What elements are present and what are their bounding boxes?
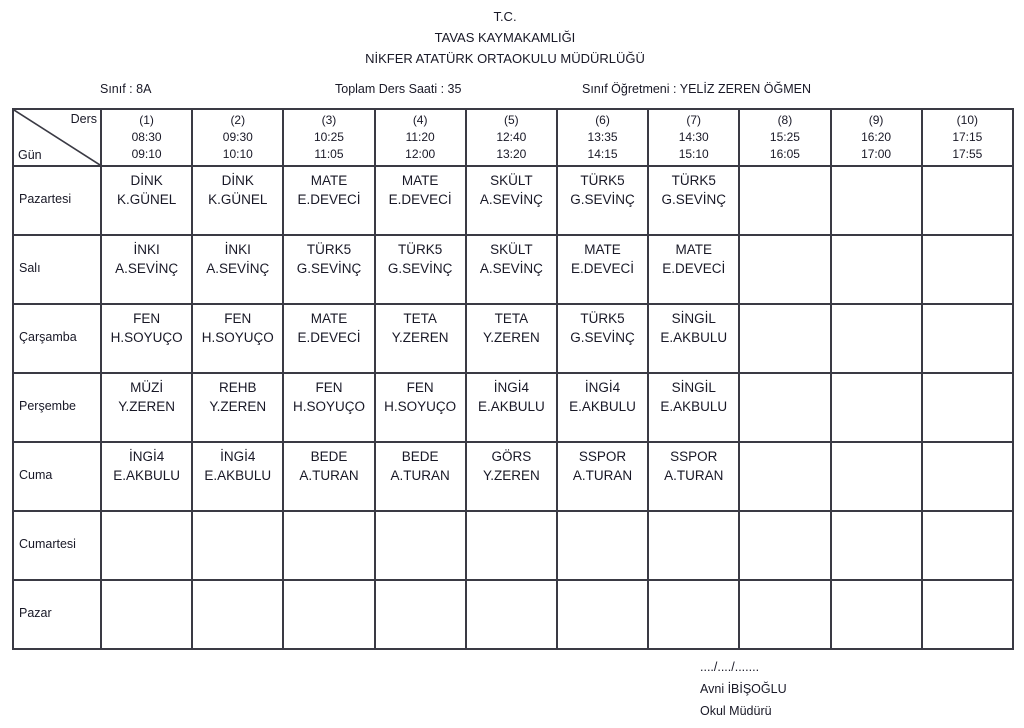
lesson-cell bbox=[831, 442, 922, 511]
lesson-cell bbox=[283, 373, 374, 442]
lesson-subject: İNKI bbox=[133, 242, 160, 257]
lesson-subject: SSPOR bbox=[578, 449, 627, 464]
period-header-7 bbox=[648, 109, 739, 166]
lesson-cell bbox=[375, 304, 466, 373]
lesson-cell bbox=[557, 235, 648, 304]
lesson-teacher: Y.ZEREN bbox=[209, 399, 267, 414]
period-time: 17:00 bbox=[861, 147, 892, 161]
lesson-subject: TÜRK5 bbox=[580, 173, 625, 188]
signature-block bbox=[700, 656, 787, 722]
period-time: 12:00 bbox=[405, 147, 436, 161]
lesson-teacher: A.TURAN bbox=[299, 468, 359, 483]
lesson-cell bbox=[375, 580, 466, 649]
class-info: Sınıf : 8A bbox=[100, 82, 152, 96]
lesson-cell bbox=[739, 166, 830, 235]
lesson-cell bbox=[466, 235, 557, 304]
lesson-teacher: E.DEVECİ bbox=[388, 192, 452, 207]
lesson-cell bbox=[739, 235, 830, 304]
lesson-cell bbox=[101, 442, 192, 511]
day-label: Perşembe bbox=[13, 373, 101, 442]
lesson-cell bbox=[648, 304, 739, 373]
lesson-teacher: A.SEVİNÇ bbox=[206, 261, 270, 276]
header-line-tc: T.C. bbox=[493, 9, 517, 24]
lesson-cell bbox=[922, 373, 1013, 442]
total-hours-info: Toplam Ders Saati : 35 bbox=[335, 82, 462, 96]
lesson-cell bbox=[101, 304, 192, 373]
period-time: 12:40 bbox=[496, 130, 527, 144]
lesson-cell bbox=[192, 304, 283, 373]
lesson-teacher: A.TURAN bbox=[572, 468, 633, 483]
lesson-subject: MATE bbox=[584, 242, 621, 257]
lesson-teacher: H.SOYUÇO bbox=[292, 399, 365, 414]
day-row bbox=[13, 304, 1013, 373]
lesson-cell bbox=[375, 166, 466, 235]
period-number: (3) bbox=[321, 113, 337, 127]
period-number: (5) bbox=[504, 113, 519, 127]
lesson-cell bbox=[739, 304, 830, 373]
signature-name: Avni İBİŞOĞLU bbox=[700, 682, 787, 696]
lesson-teacher: K.GÜNEL bbox=[208, 192, 268, 207]
lesson-subject: FEN bbox=[315, 380, 343, 395]
lesson-cell bbox=[466, 580, 557, 649]
lesson-teacher: A.SEVİNÇ bbox=[115, 261, 179, 276]
period-header-1 bbox=[101, 109, 192, 166]
lesson-subject: FEN bbox=[133, 311, 161, 326]
lesson-subject: SKÜLT bbox=[490, 242, 533, 257]
lesson-teacher: G.SEVİNÇ bbox=[570, 330, 635, 345]
info-row bbox=[0, 82, 1024, 106]
day-label: Pazar bbox=[13, 580, 101, 649]
period-header-3 bbox=[283, 109, 374, 166]
lesson-cell bbox=[192, 580, 283, 649]
period-number: (6) bbox=[595, 113, 610, 127]
lesson-cell bbox=[831, 373, 922, 442]
lesson-cell bbox=[557, 442, 648, 511]
lesson-subject: GÖRS bbox=[491, 449, 532, 464]
lesson-teacher: E.AKBULU bbox=[113, 468, 180, 483]
lesson-subject: TÜRK5 bbox=[580, 311, 625, 326]
day-row bbox=[13, 511, 1013, 580]
lesson-subject: MATE bbox=[675, 242, 712, 257]
lesson-teacher: E.DEVECİ bbox=[571, 261, 635, 276]
day-row bbox=[13, 166, 1013, 235]
lesson-cell bbox=[283, 166, 374, 235]
lesson-cell bbox=[739, 442, 830, 511]
lesson-teacher: G.SEVİNÇ bbox=[387, 261, 453, 276]
period-header-2 bbox=[192, 109, 283, 166]
period-header-6 bbox=[557, 109, 648, 166]
lesson-subject: DİNK bbox=[221, 173, 254, 188]
lesson-subject: DİNK bbox=[130, 173, 163, 188]
lesson-subject: İNKI bbox=[224, 242, 251, 257]
timetable-grid bbox=[12, 108, 1014, 650]
lesson-cell bbox=[557, 511, 648, 580]
lesson-cell bbox=[283, 442, 374, 511]
lesson-subject: İNGİ4 bbox=[584, 380, 621, 395]
lesson-teacher: A.TURAN bbox=[390, 468, 450, 483]
lesson-cell bbox=[922, 511, 1013, 580]
lesson-teacher: E.DEVECİ bbox=[297, 192, 361, 207]
lesson-cell bbox=[557, 580, 648, 649]
period-time: 17:55 bbox=[952, 147, 983, 161]
signature-date-line: ..../..../....... bbox=[700, 660, 760, 674]
period-header-8 bbox=[739, 109, 830, 166]
lesson-cell bbox=[192, 373, 283, 442]
lesson-cell bbox=[101, 511, 192, 580]
lesson-subject: SİNGİL bbox=[671, 380, 716, 395]
lesson-subject: İNGİ4 bbox=[220, 449, 256, 464]
lesson-teacher: E.DEVECİ bbox=[662, 261, 726, 276]
lesson-cell bbox=[375, 511, 466, 580]
lesson-cell bbox=[192, 511, 283, 580]
period-number: (2) bbox=[230, 113, 246, 127]
period-time: 15:25 bbox=[769, 130, 800, 144]
period-header-5 bbox=[466, 109, 557, 166]
period-number: (10) bbox=[956, 113, 979, 127]
period-time: 14:15 bbox=[587, 147, 618, 161]
lesson-subject: FEN bbox=[224, 311, 252, 326]
lesson-cell bbox=[922, 166, 1013, 235]
corner-label-gun: Gün bbox=[18, 148, 42, 162]
lesson-teacher: Y.ZEREN bbox=[482, 468, 540, 483]
period-header-9 bbox=[831, 109, 922, 166]
document-header bbox=[0, 6, 1010, 69]
lesson-teacher: Y.ZEREN bbox=[482, 330, 540, 345]
day-label: Çarşamba bbox=[13, 304, 101, 373]
period-time: 13:20 bbox=[496, 147, 527, 161]
period-header-10 bbox=[922, 109, 1013, 166]
lesson-teacher: H.SOYUÇO bbox=[110, 330, 183, 345]
class-teacher-info: Sınıf Öğretmeni : YELİZ ZEREN ÖĞMEN bbox=[582, 82, 811, 96]
lesson-teacher: H.SOYUÇO bbox=[384, 399, 457, 414]
period-number: (9) bbox=[868, 113, 884, 127]
period-time: 11:05 bbox=[314, 147, 344, 161]
lesson-cell bbox=[466, 166, 557, 235]
period-header-4 bbox=[375, 109, 466, 166]
lesson-cell bbox=[466, 442, 557, 511]
lesson-subject: TÜRK5 bbox=[398, 242, 443, 257]
lesson-cell bbox=[192, 166, 283, 235]
lesson-subject: BEDE bbox=[310, 449, 348, 464]
lesson-teacher: A.SEVİNÇ bbox=[479, 261, 543, 276]
lesson-cell bbox=[101, 580, 192, 649]
lesson-subject: BEDE bbox=[401, 449, 439, 464]
period-time: 13:35 bbox=[587, 130, 618, 144]
lesson-subject: FEN bbox=[406, 380, 434, 395]
period-time: 16:20 bbox=[861, 130, 892, 144]
day-label: Salı bbox=[13, 235, 101, 304]
period-time: 10:25 bbox=[313, 130, 344, 144]
day-row bbox=[13, 235, 1013, 304]
lesson-cell bbox=[283, 511, 374, 580]
period-time: 08:30 bbox=[131, 130, 162, 144]
period-time: 17:15 bbox=[952, 130, 983, 144]
day-label: Cumartesi bbox=[13, 511, 101, 580]
day-row bbox=[13, 580, 1013, 649]
lesson-cell bbox=[922, 442, 1013, 511]
lesson-cell bbox=[466, 373, 557, 442]
lesson-cell bbox=[831, 166, 922, 235]
lesson-subject: TÜRK5 bbox=[306, 242, 352, 257]
period-number: (8) bbox=[777, 113, 793, 127]
lesson-cell bbox=[101, 166, 192, 235]
lesson-cell bbox=[831, 580, 922, 649]
lesson-cell bbox=[648, 442, 739, 511]
period-time: 16:05 bbox=[769, 147, 800, 161]
lesson-subject: MATE bbox=[401, 173, 439, 188]
lesson-cell bbox=[648, 511, 739, 580]
lesson-cell bbox=[739, 373, 830, 442]
lesson-subject: İNGİ4 bbox=[128, 449, 165, 464]
period-header-row bbox=[13, 109, 1013, 166]
lesson-cell bbox=[466, 511, 557, 580]
lesson-cell bbox=[648, 166, 739, 235]
lesson-subject: TETA bbox=[494, 311, 529, 326]
lesson-teacher: E.AKBULU bbox=[660, 399, 728, 414]
lesson-teacher: E.AKBULU bbox=[569, 399, 636, 414]
lesson-cell bbox=[192, 235, 283, 304]
lesson-teacher: A.TURAN bbox=[664, 468, 724, 483]
lesson-cell bbox=[375, 373, 466, 442]
lesson-cell bbox=[283, 304, 374, 373]
lesson-subject: SİNGİL bbox=[671, 311, 716, 326]
signature-title: Okul Müdürü bbox=[700, 704, 772, 718]
period-time: 11:20 bbox=[405, 130, 435, 144]
lesson-cell bbox=[648, 580, 739, 649]
lesson-teacher: K.GÜNEL bbox=[116, 192, 177, 207]
lesson-cell bbox=[466, 304, 557, 373]
header-line-district: TAVAS KAYMAKAMLIĞI bbox=[434, 30, 576, 45]
lesson-cell bbox=[557, 166, 648, 235]
day-row bbox=[13, 373, 1013, 442]
lesson-cell bbox=[831, 304, 922, 373]
lesson-subject: TETA bbox=[403, 311, 437, 326]
lesson-subject: MATE bbox=[310, 173, 348, 188]
lesson-cell bbox=[831, 235, 922, 304]
period-time: 09:30 bbox=[222, 130, 253, 144]
period-number: (1) bbox=[139, 113, 154, 127]
lesson-teacher: E.AKBULU bbox=[660, 330, 728, 345]
lesson-subject: MATE bbox=[310, 311, 348, 326]
lesson-cell bbox=[283, 235, 374, 304]
lesson-teacher: A.SEVİNÇ bbox=[479, 192, 543, 207]
lesson-cell bbox=[739, 511, 830, 580]
lesson-subject: MÜZİ bbox=[130, 380, 164, 395]
lesson-cell bbox=[375, 235, 466, 304]
lesson-subject: TÜRK5 bbox=[671, 173, 716, 188]
lesson-subject: REHB bbox=[219, 380, 257, 395]
day-label: Pazartesi bbox=[13, 166, 101, 235]
corner-label-ders: Ders bbox=[70, 112, 97, 126]
lesson-subject: SSPOR bbox=[670, 449, 718, 464]
lesson-subject: İNGİ4 bbox=[493, 380, 529, 395]
lesson-teacher: G.SEVİNÇ bbox=[661, 192, 726, 207]
period-time: 15:10 bbox=[678, 147, 709, 161]
lesson-cell bbox=[101, 373, 192, 442]
period-time: 14:30 bbox=[678, 130, 709, 144]
lesson-cell bbox=[375, 442, 466, 511]
timetable-body bbox=[13, 166, 1013, 649]
lesson-subject: SKÜLT bbox=[490, 173, 533, 188]
lesson-cell bbox=[101, 235, 192, 304]
lesson-teacher: E.DEVECİ bbox=[297, 330, 361, 345]
lesson-cell bbox=[648, 235, 739, 304]
lesson-teacher: H.SOYUÇO bbox=[201, 330, 274, 345]
period-number: (4) bbox=[412, 113, 428, 127]
day-label: Cuma bbox=[13, 442, 101, 511]
lesson-teacher: G.SEVİNÇ bbox=[570, 192, 635, 207]
lesson-cell bbox=[922, 304, 1013, 373]
lesson-cell bbox=[557, 304, 648, 373]
lesson-cell bbox=[283, 580, 374, 649]
lesson-cell bbox=[648, 373, 739, 442]
lesson-cell bbox=[192, 442, 283, 511]
lesson-cell bbox=[831, 511, 922, 580]
day-row bbox=[13, 442, 1013, 511]
corner-cell bbox=[13, 109, 101, 166]
lesson-cell bbox=[739, 580, 830, 649]
lesson-teacher: Y.ZEREN bbox=[391, 330, 449, 345]
lesson-cell bbox=[922, 235, 1013, 304]
lesson-cell bbox=[557, 373, 648, 442]
lesson-teacher: E.AKBULU bbox=[204, 468, 272, 483]
lesson-cell bbox=[922, 580, 1013, 649]
period-time: 10:10 bbox=[222, 147, 253, 161]
lesson-teacher: G.SEVİNÇ bbox=[296, 261, 362, 276]
period-time: 09:10 bbox=[131, 147, 162, 161]
period-number: (7) bbox=[686, 113, 702, 127]
lesson-teacher: Y.ZEREN bbox=[118, 399, 175, 414]
lesson-teacher: E.AKBULU bbox=[477, 399, 545, 414]
header-line-school: NİKFER ATATÜRK ORTAOKULU MÜDÜRLÜĞÜ bbox=[365, 51, 645, 66]
